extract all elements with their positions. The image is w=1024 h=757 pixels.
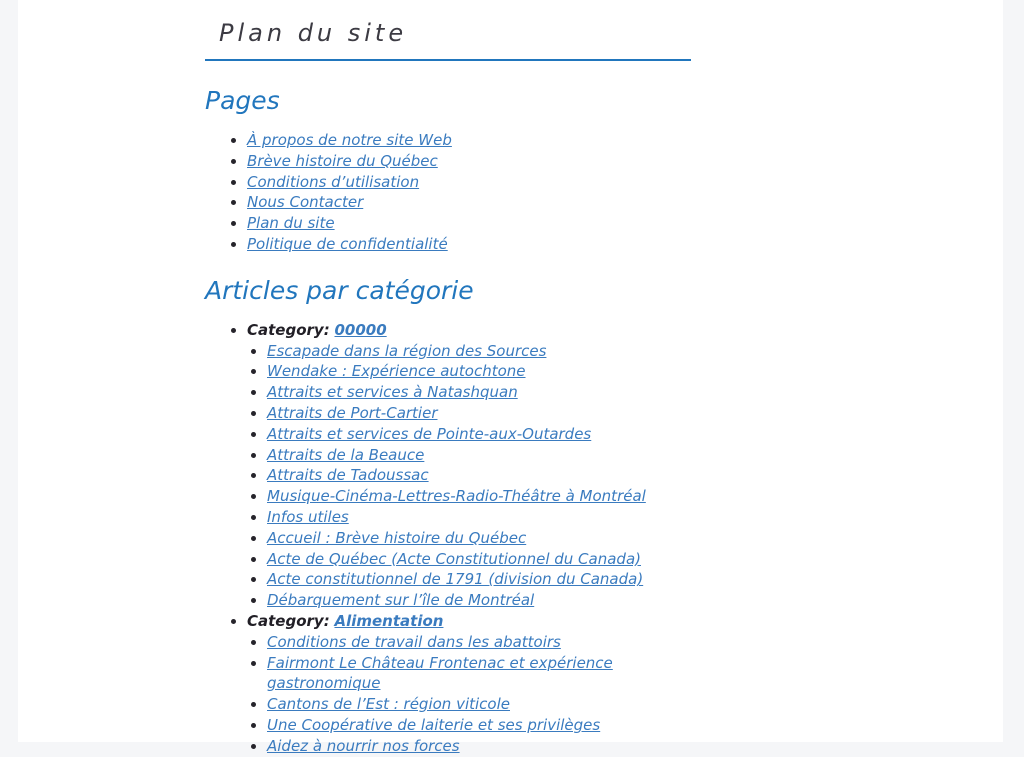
post-link[interactable]: Musique-Cinéma-Lettres-Radio-Théâtre à Montréal: [267, 487, 646, 506]
post-list-item: [267, 445, 725, 466]
post-list-item: [267, 382, 725, 403]
content-page: [18, 0, 1003, 755]
page-link[interactable]: Plan du site: [247, 214, 335, 233]
pages-heading: Pages: [205, 86, 280, 115]
post-link[interactable]: Attraits de la Beauce: [267, 445, 425, 464]
post-list-item: [267, 653, 725, 695]
post-list-item: [267, 694, 725, 715]
post-link[interactable]: Escapade dans la région des Sources: [267, 341, 547, 360]
category-item: [247, 611, 725, 757]
post-list-item: [267, 549, 725, 570]
category-posts-list: [247, 632, 725, 757]
post-list-item: [267, 715, 725, 736]
page-list-item: [247, 172, 725, 193]
pages-section: [205, 85, 725, 255]
categories-list: [205, 320, 725, 757]
page-link[interactable]: Conditions d’utilisation: [247, 172, 420, 191]
page-list-item: [247, 151, 725, 172]
page-link[interactable]: Nous Contacter: [247, 193, 364, 212]
post-link[interactable]: Débarquement sur l’île de Montréal: [267, 591, 535, 610]
category-label: Category:: [247, 611, 330, 630]
page-list-item: [247, 130, 725, 151]
page-list-item: [247, 234, 725, 255]
post-list-item: [267, 528, 725, 549]
post-list-item: [267, 590, 725, 611]
articles-heading: Articles par catégorie: [205, 275, 474, 305]
post-link[interactable]: Fairmont Le Château Frontenac et expérience gastronomique: [267, 653, 613, 693]
main-content: [18, 18, 725, 757]
post-list-item: [267, 507, 725, 528]
post-list-item: [267, 632, 725, 653]
post-link[interactable]: Une Coopérative de laiterie et ses privilèges: [267, 715, 601, 734]
post-link[interactable]: Attraits de Port-Cartier: [267, 403, 438, 422]
category-link[interactable]: 00000: [334, 320, 387, 339]
page-title: Plan du site: [219, 19, 408, 47]
post-list-item: [267, 569, 725, 590]
category-item: [247, 320, 725, 611]
page-header: [205, 18, 725, 61]
post-link[interactable]: Accueil : Brève histoire du Québec: [267, 528, 527, 547]
post-link[interactable]: Attraits et services à Natashquan: [267, 383, 518, 402]
post-list-item: [267, 465, 725, 486]
post-list-item: [267, 403, 725, 424]
page-link[interactable]: Brève histoire du Québec: [247, 151, 438, 170]
post-list-item: [267, 361, 725, 382]
post-link[interactable]: Cantons de l’Est : région viticole: [267, 695, 510, 714]
page-link[interactable]: À propos de notre site Web: [247, 131, 452, 149]
page-link[interactable]: Politique de confidentialité: [247, 234, 448, 253]
category-label: Category:: [247, 320, 330, 339]
post-list-item: [267, 341, 725, 362]
category-posts-list: [247, 341, 725, 611]
post-link[interactable]: Acte de Québec (Acte Constitutionnel du Canada): [267, 549, 641, 568]
post-link[interactable]: Wendake : Expérience autochtone: [267, 362, 526, 381]
post-list-item: [267, 486, 725, 507]
page-list-item: [247, 192, 725, 213]
page-list-item: [247, 213, 725, 234]
title-divider: [205, 59, 691, 61]
post-list-item: [267, 424, 725, 445]
post-link[interactable]: Attraits et services de Pointe-aux-Outardes: [267, 424, 592, 443]
post-link[interactable]: Aidez à nourrir nos forces: [267, 736, 460, 755]
post-list-item: [267, 736, 725, 757]
post-link[interactable]: Attraits de Tadoussac: [267, 466, 429, 485]
category-link[interactable]: Alimentation: [334, 611, 444, 630]
post-link[interactable]: Acte constitutionnel de 1791 (division du Canada): [267, 570, 644, 589]
pages-list: [205, 130, 725, 255]
articles-section: [205, 275, 725, 757]
post-link[interactable]: Conditions de travail dans les abattoirs: [267, 632, 561, 651]
post-link[interactable]: Infos utiles: [267, 507, 349, 526]
